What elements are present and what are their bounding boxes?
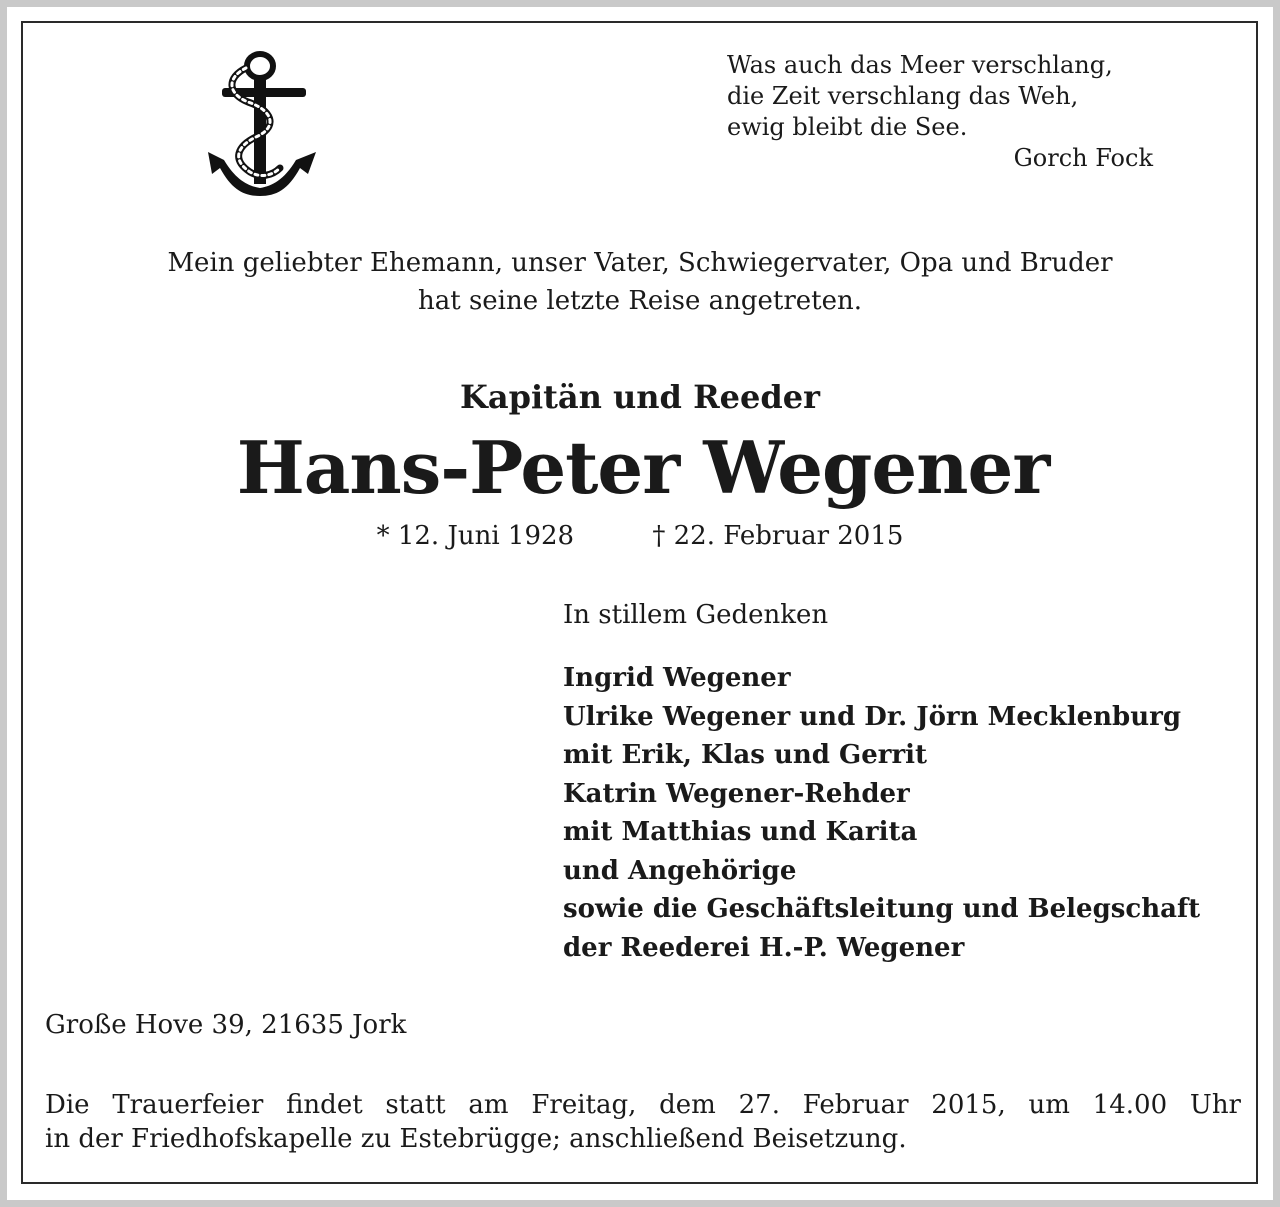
family-address: Große Hove 39, 21635 Jork	[45, 1010, 407, 1040]
deceased-name: Hans-Peter Wegener	[236, 425, 1050, 510]
mourner-line: Ingrid Wegener	[563, 663, 791, 693]
intro-line: Mein geliebter Ehemann, unser Vater, Schwiegervater, Opa und Bruder	[167, 248, 1113, 278]
mourner-line: Ulrike Wegener und Dr. Jörn Mecklenburg	[563, 701, 1182, 732]
mourner-line: mit Matthias und Karita	[563, 817, 918, 847]
mourner-line: sowie die Geschäftsleitung und Belegschaft	[563, 894, 1201, 924]
birth-date: * 12. Juni 1928	[376, 521, 575, 551]
funeral-service-info	[45, 1088, 1241, 1156]
service-line: in der Friedhofskapelle zu Estebrügge; anschließend Beisetzung.	[45, 1124, 907, 1154]
anchor-icon	[198, 48, 328, 196]
quote-block	[727, 50, 1167, 174]
death-date: † 22. Februar 2015	[652, 521, 904, 551]
memorial-line: In stillem Gedenken	[563, 600, 829, 630]
mourner-line: mit Erik, Klas und Gerrit	[563, 740, 928, 770]
mourner-line: der Reederei H.-P. Wegener	[563, 932, 965, 963]
quote-line: Was auch das Meer verschlang,	[727, 51, 1113, 79]
mourner-line: Katrin Wegener-Rehder	[563, 778, 910, 809]
quote-line: ewig bleibt die See.	[727, 113, 968, 141]
quote-line: die Zeit verschlang das Weh,	[727, 82, 1079, 110]
service-line: Die Trauerfeier findet statt am Freitag, dem 27. Februar 2015, um 14.00 Uhr	[45, 1090, 1241, 1120]
life-dates	[0, 521, 1280, 551]
quote-author: Gorch Fock	[1013, 144, 1153, 172]
intro-line: hat seine letzte Reise angetreten.	[417, 286, 862, 316]
mourner-line: und Angehörige	[563, 855, 797, 886]
deceased-occupation: Kapitän und Reeder	[460, 378, 820, 416]
mourners-list	[563, 659, 1200, 967]
intro-text	[0, 244, 1280, 320]
